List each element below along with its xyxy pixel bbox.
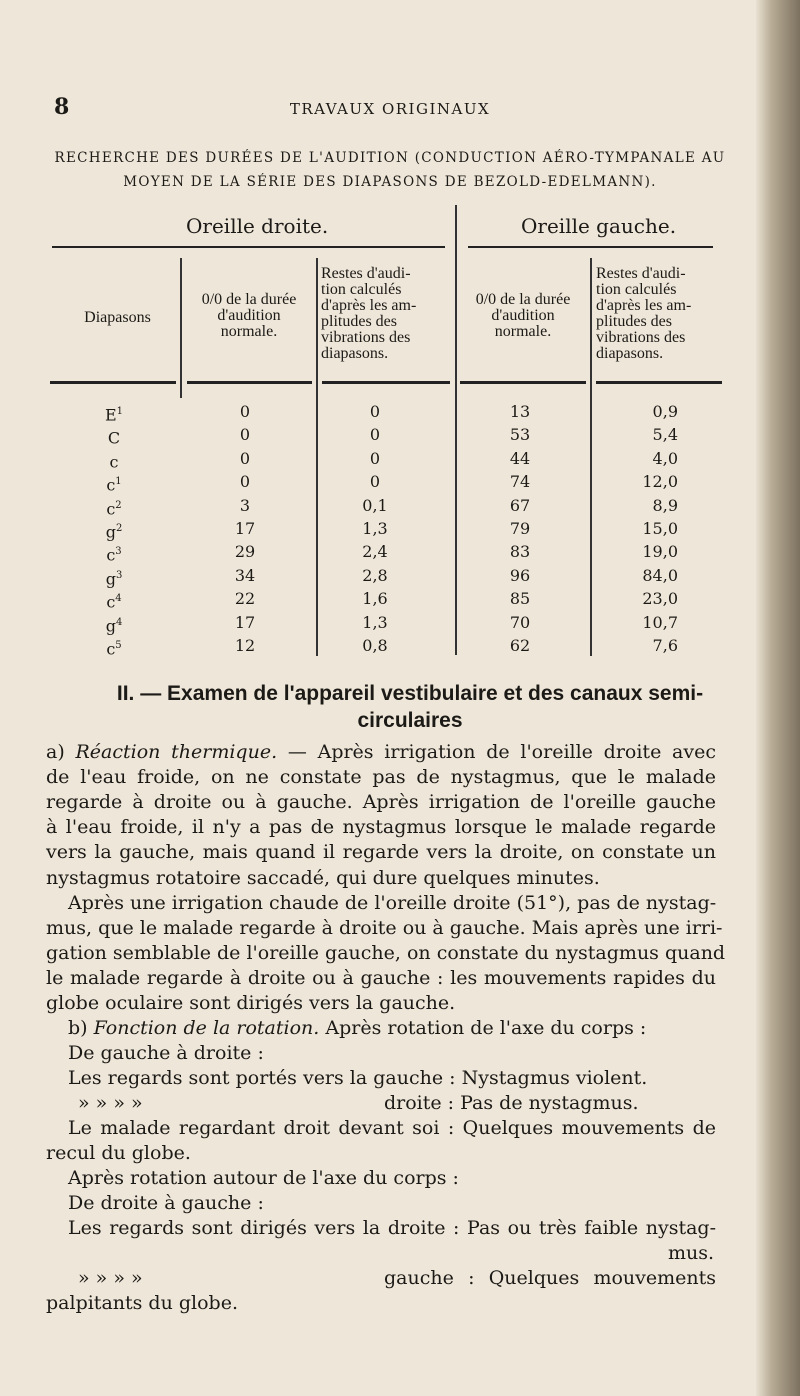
- paragraph-line: vers la gauche, mais quand il regarde vers la droite, on constate un: [46, 841, 716, 863]
- right-ear-brace: [52, 246, 445, 248]
- table-cell: [84, 423, 144, 446]
- table-cell: [84, 400, 144, 423]
- left-ear-heading: Oreille gauche.: [521, 214, 677, 238]
- table-cell: 44: [509, 448, 531, 468]
- table-cell: 4,0: [652, 448, 678, 468]
- paragraph-line: mus, que le malade regarde à droite ou à gauche. Mais après une irri-: [46, 917, 723, 939]
- column-diapasons: [84, 400, 144, 657]
- paragraph-line: gauche : Quelques mouvements: [384, 1267, 716, 1289]
- column-rule: [455, 205, 457, 655]
- paragraph-line: globe oculaire sont dirigés vers la gauche.: [46, 992, 456, 1014]
- right-ear-heading: Oreille droite.: [186, 214, 329, 238]
- table-cell-superscript: 4: [115, 616, 123, 628]
- table-cell: 74: [509, 472, 531, 492]
- table-cell: [84, 611, 144, 634]
- diapason-letter: C: [107, 428, 121, 448]
- table-cell: 0,8: [362, 635, 388, 655]
- header-restes-right: Restes d'audi- tion calculés d'après les am- plitudes des vibrations des diapasons.: [321, 265, 417, 362]
- diapason-letter: g: [105, 569, 116, 589]
- paragraph-line: gation semblable de l'oreille gauche, on constate du nystagmus quand: [46, 942, 726, 964]
- paragraph-line: Après rotation autour de l'axe du corps :: [68, 1167, 459, 1189]
- table-cell: 7,6: [652, 635, 678, 655]
- section-title-line-2: circulaires: [357, 709, 463, 732]
- table-caption-line-1: RECHERCHE DES DURÉES DE L'AUDITION (CONDUCTION AÉRO-TYMPANALE AU: [54, 150, 726, 166]
- table-cell-superscript: 2: [115, 499, 122, 511]
- table-cell: 5,4: [652, 425, 678, 445]
- table-cell-superscript: 4: [115, 593, 122, 605]
- paragraph-line: le malade regarde à droite ou à gauche : les mouvements rapides du: [46, 967, 716, 989]
- table-cell: 0: [239, 402, 251, 421]
- header-pct-right: 0/0 de la durée d'audition normale.: [201, 291, 297, 340]
- paragraph-line: nystagmus rotatoire saccadé, qui dure quelques minutes.: [46, 867, 600, 889]
- paragraph-line: De droite à gauche :: [68, 1192, 264, 1214]
- table-cell: 34: [234, 565, 256, 585]
- table-cell-superscript: 1: [116, 406, 124, 417]
- column-rule: [316, 258, 318, 656]
- paragraph-line: Les regards sont portés vers la gauche : Nystagmus violent.: [68, 1067, 648, 1089]
- diapason-letter: c: [106, 639, 116, 659]
- paragraph-line: a) Réaction thermique. — Après irrigation de l'oreille droite avec: [46, 741, 716, 763]
- table-cell: [84, 564, 144, 587]
- table-cell: 17: [234, 518, 256, 538]
- header-rule: [596, 381, 722, 384]
- table-cell: 12,0: [642, 472, 678, 492]
- table-cell: 85: [509, 589, 531, 609]
- table-cell: [84, 494, 144, 517]
- table-cell: 0: [369, 402, 381, 421]
- paragraph-line: recul du globe.: [46, 1142, 191, 1164]
- table-cell: 83: [509, 542, 531, 562]
- table-cell: 3: [239, 495, 251, 515]
- column-rule: [180, 258, 182, 398]
- table-cell-superscript: 2: [115, 522, 123, 534]
- table-cell: 0: [369, 472, 381, 492]
- header-rule: [460, 381, 586, 384]
- header-rule: [187, 381, 312, 384]
- table-cell: [84, 540, 144, 563]
- table-caption-line-2: MOYEN DE LA SÉRIE DES DIAPASONS DE BEZOLD-EDELMANN).: [123, 174, 657, 190]
- table-cell: 13: [509, 402, 531, 421]
- table-cell: 0: [239, 425, 251, 445]
- column-rule: [590, 258, 592, 656]
- ditto-marks: » » » »: [78, 1267, 143, 1289]
- table-cell: 0: [369, 425, 381, 445]
- header-diapasons: Diapasons: [84, 309, 151, 326]
- column-pct-right: [215, 400, 275, 657]
- table-cell: 17: [234, 612, 256, 632]
- table-cell-superscript: 3: [115, 546, 122, 558]
- diapason-letter: g: [105, 615, 116, 635]
- left-ear-brace: [468, 246, 713, 248]
- table-cell: 29: [234, 542, 256, 562]
- table-cell: [84, 587, 144, 610]
- table-cell: [84, 447, 144, 470]
- diapason-letter: c: [109, 452, 119, 472]
- table-cell: 0: [239, 472, 251, 492]
- paragraph-line: Le malade regardant droit devant soi : Quelques mouvements de: [68, 1117, 716, 1139]
- section-title: [30, 680, 790, 734]
- table-cell: 67: [509, 495, 531, 515]
- paragraph-line: regarde à droite ou à gauche. Après irrigation de l'oreille gauche: [46, 791, 716, 813]
- paragraph-line: palpitants du globe.: [46, 1292, 238, 1314]
- diapason-letter: g: [105, 522, 116, 542]
- table-cell: 1,3: [362, 612, 388, 632]
- column-restes-left: [600, 400, 678, 657]
- table-cell: 1,3: [362, 518, 388, 538]
- column-pct-left: [490, 400, 550, 657]
- page-number: 8: [54, 94, 70, 120]
- table-cell: 1,6: [362, 589, 388, 609]
- diapason-letter: c: [106, 498, 116, 518]
- column-restes-right: [345, 400, 405, 657]
- table-cell: 12: [234, 635, 256, 655]
- table-cell: 0,1: [362, 495, 388, 515]
- table-cell: 0: [369, 448, 381, 468]
- paragraph-line: Après une irrigation chaude de l'oreille droite (51°), pas de nystag-: [68, 892, 717, 914]
- diapason-letter: E: [104, 405, 117, 425]
- table-cell: 8,9: [652, 495, 678, 515]
- paragraph-line: à l'eau froide, il n'y a pas de nystagmus lorsque le malade regarde: [46, 816, 716, 838]
- table-cell: 19,0: [642, 542, 678, 562]
- table-cell: 96: [509, 565, 531, 585]
- table-cell-superscript: 5: [115, 639, 122, 651]
- header-rule: [50, 381, 176, 384]
- paragraph-line: droite : Pas de nystagmus.: [384, 1092, 639, 1114]
- table-cell: 0: [239, 448, 251, 468]
- paragraph-line: Les regards sont dirigés vers la droite : Pas ou très faible nystag-: [68, 1217, 716, 1239]
- table-cell: 62: [509, 635, 531, 655]
- table-cell: 10,7: [642, 612, 678, 632]
- table-cell: 22: [234, 589, 256, 609]
- paragraph-line: de l'eau froide, on ne constate pas de nystagmus, que le malade: [46, 766, 716, 788]
- table-cell: [84, 470, 144, 493]
- table-cell: 84,0: [642, 565, 678, 585]
- table-cell: 53: [509, 425, 531, 445]
- table-cell: 0,9: [652, 402, 678, 421]
- table-cell: [84, 517, 144, 540]
- paragraph-line: mus.: [668, 1242, 715, 1264]
- table-cell: 79: [509, 518, 531, 538]
- table-cell: [84, 634, 144, 657]
- running-head: TRAVAUX ORIGINAUX: [289, 100, 491, 118]
- paragraph-line: b) Fonction de la rotation. Après rotation de l'axe du corps :: [68, 1017, 647, 1039]
- paragraph-line: De gauche à droite :: [68, 1042, 264, 1064]
- table-cell-superscript: 3: [115, 569, 123, 581]
- table-cell-superscript: 1: [115, 476, 122, 488]
- diapason-letter: c: [106, 592, 116, 612]
- section-title-line-1: II. — Examen de l'appareil vestibulaire et des canaux semi-: [116, 682, 704, 705]
- table-cell: 2,4: [362, 542, 388, 562]
- ditto-marks: » » » »: [78, 1092, 143, 1114]
- table-cell: 15,0: [642, 518, 678, 538]
- table-caption: [40, 146, 740, 194]
- table-cell: 2,8: [362, 565, 388, 585]
- table-cell: 70: [509, 612, 531, 632]
- diapason-letter: c: [106, 475, 116, 495]
- diapason-letter: c: [106, 545, 116, 565]
- header-pct-left: 0/0 de la durée d'audition normale.: [475, 291, 571, 340]
- header-restes-left: Restes d'audi- tion calculés d'après les am- plitudes des vibrations des diapasons.: [596, 265, 692, 362]
- table-cell: 23,0: [642, 589, 678, 609]
- header-rule: [322, 381, 450, 384]
